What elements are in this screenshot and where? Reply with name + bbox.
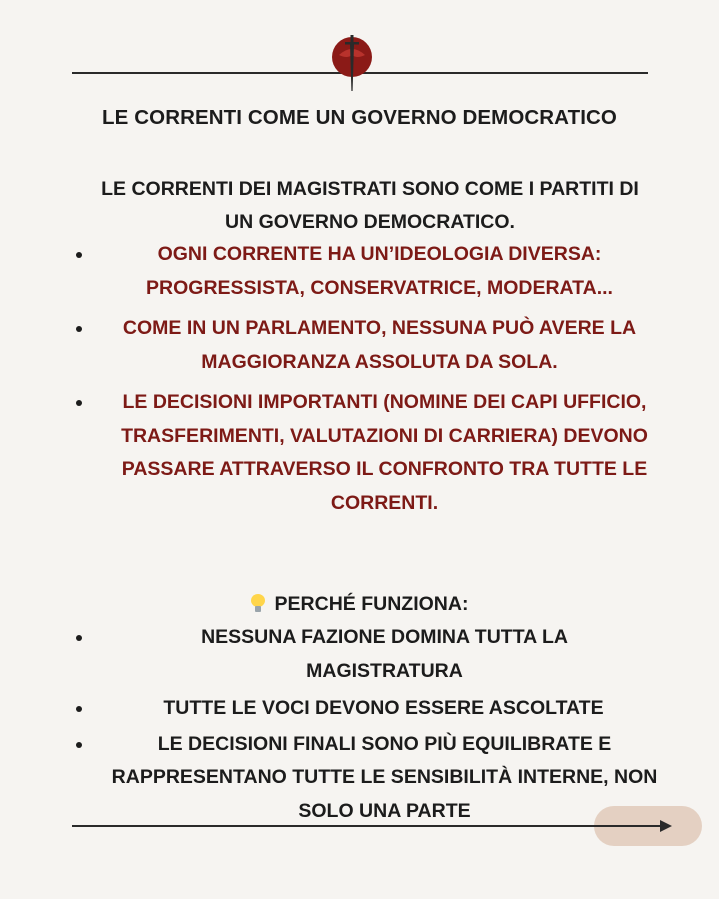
bullet [76,252,82,258]
list-item [0,312,719,379]
bullet [76,326,82,332]
sword-emblem-icon [327,33,377,93]
why-text: TUTTE LE VOCI DEVONO ESSERE ASCOLTATE [163,697,604,719]
bullet [76,706,82,712]
points-list [0,238,719,520]
bullet [76,742,82,748]
list-item [0,692,719,726]
bottom-divider [72,825,662,827]
why-heading-label: PERCHÉ FUNZIONA: [274,593,469,615]
page-title: LE CORRENTI COME UN GOVERNO DEMOCRATICO [102,106,617,129]
point-text: OGNI CORRENTE HA UN’IDEOLOGIA DIVERSA: PROGRESSISTA, CONSERVATRICE, MODERATA... [146,243,613,299]
list-item [0,386,719,520]
bullet [76,635,82,641]
why-text: NESSUNA FAZIONE DOMINA TUTTA LA MAGISTRATURA [201,626,568,682]
point-text: LE DECISIONI IMPORTANTI (NOMINE DEI CAPI UFFICIO, TRASFERIMENTI, VALUTAZIONI DI CARRIERA) DEVONO PASSARE ATTRAVERSO IL CONFRONTO TRA TUTTE LE CORRENTI. [121,391,648,514]
list-item [0,621,719,688]
bullet [76,400,82,406]
why-heading [0,593,719,616]
why-text: LE DECISIONI FINALI SONO PIÙ EQUILIBRATE E RAPPRESENTANO TUTTE LE SENSIBILITÀ INTERNE, NON SOLO UNA PARTE [111,732,658,822]
lightbulb-icon [251,594,265,612]
list-item [0,238,719,305]
arrow-right-icon[interactable] [660,820,672,832]
why-list [0,621,719,828]
point-text: COME IN UN PARLAMENTO, NESSUNA PUÒ AVERE LA MAGGIORANZA ASSOLUTA DA SOLA. [122,317,637,373]
intro-text: LE CORRENTI DEI MAGISTRATI SONO COME I PARTITI DI UN GOVERNO DEMOCRATICO. [101,178,639,233]
